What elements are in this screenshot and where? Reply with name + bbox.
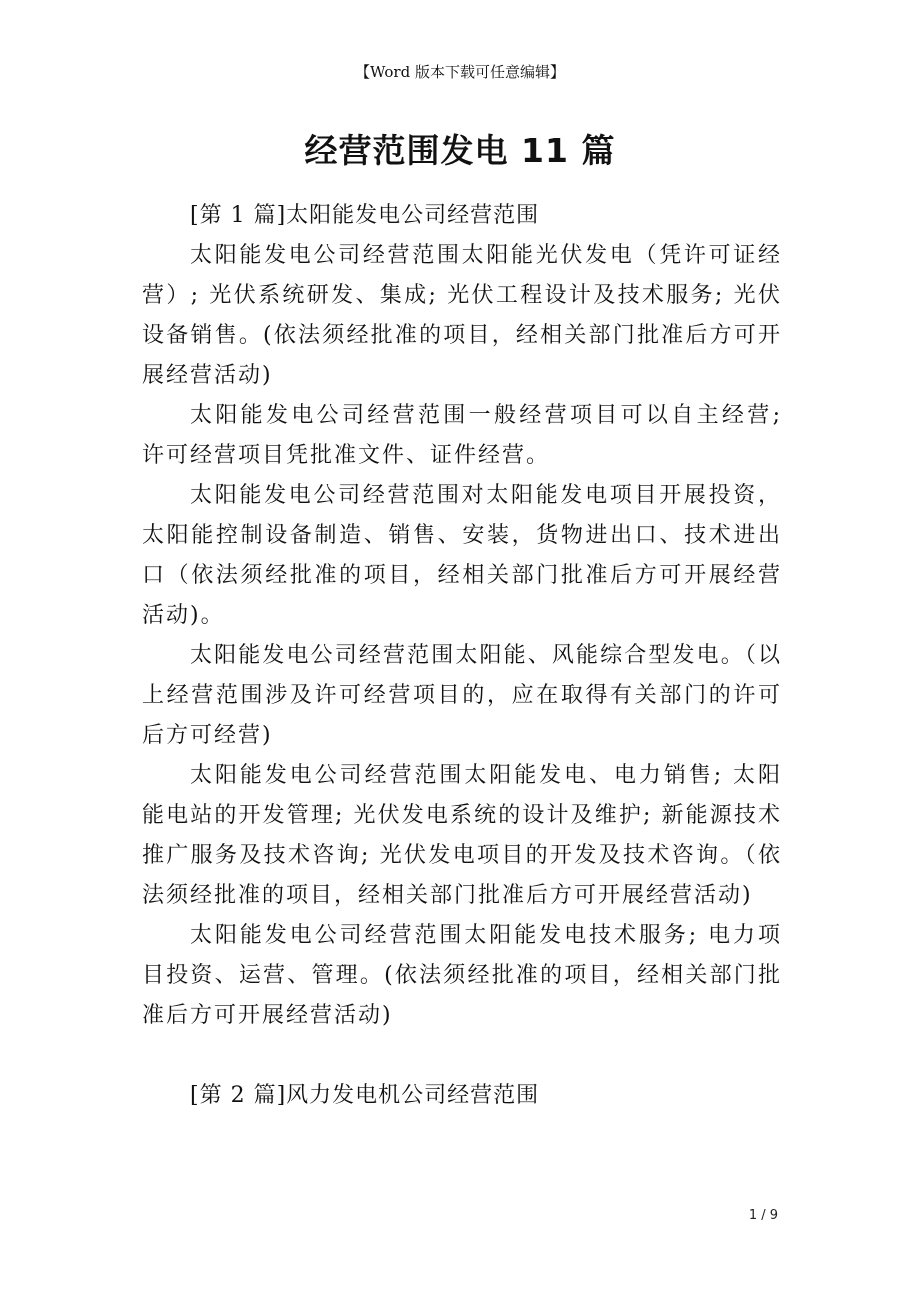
section-spacer: [142, 1036, 782, 1076]
page-header-banner: 【Word 版本下载可任意编辑】: [355, 63, 565, 81]
document-title: 经营范围发电 11 篇: [304, 131, 616, 170]
paragraph: 太阳能发电公司经营范围太阳能光伏发电（凭许可证经营）; 光伏系统研发、集成; 光伏工程设计及技术服务; 光伏设备销售。(依法须经批准的项目，经相关部门批准后方可开展经营活动): [142, 243, 782, 388]
paragraph: 太阳能发电公司经营范围太阳能发电技术服务; 电力项目投资、运营、管理。(依法须经批准的项目，经相关部门批准后方可开展经营活动): [142, 923, 782, 1028]
page-number: 1 / 9: [748, 1208, 778, 1223]
section-1: [142, 196, 782, 1036]
paragraph: 太阳能发电公司经营范围对太阳能发电项目开展投资，太阳能控制设备制造、销售、安装，货物进出口、技术进出口（依法须经批准的项目，经相关部门批准后方可开展经营活动)。: [142, 483, 782, 628]
section-heading: [第 2 篇]风力发电机公司经营范围: [190, 1083, 540, 1108]
document-body: [142, 196, 782, 1116]
paragraph: 太阳能发电公司经营范围太阳能、风能综合型发电。（以上经营范围涉及许可经营项目的，应在取得有关部门的许可后方可经营): [142, 643, 782, 748]
paragraph: 太阳能发电公司经营范围太阳能发电、电力销售; 太阳能电站的开发管理; 光伏发电系统的设计及维护; 新能源技术推广服务及技术咨询; 光伏发电项目的开发及技术咨询。（依法须经批准的项目，经相关部门批准后方可开展经营活动): [142, 763, 782, 908]
paragraph: 太阳能发电公司经营范围一般经营项目可以自主经营; 许可经营项目凭批准文件、证件经营。: [142, 403, 782, 468]
section-2: [142, 1076, 782, 1116]
section-heading: [第 1 篇]太阳能发电公司经营范围: [190, 203, 540, 228]
